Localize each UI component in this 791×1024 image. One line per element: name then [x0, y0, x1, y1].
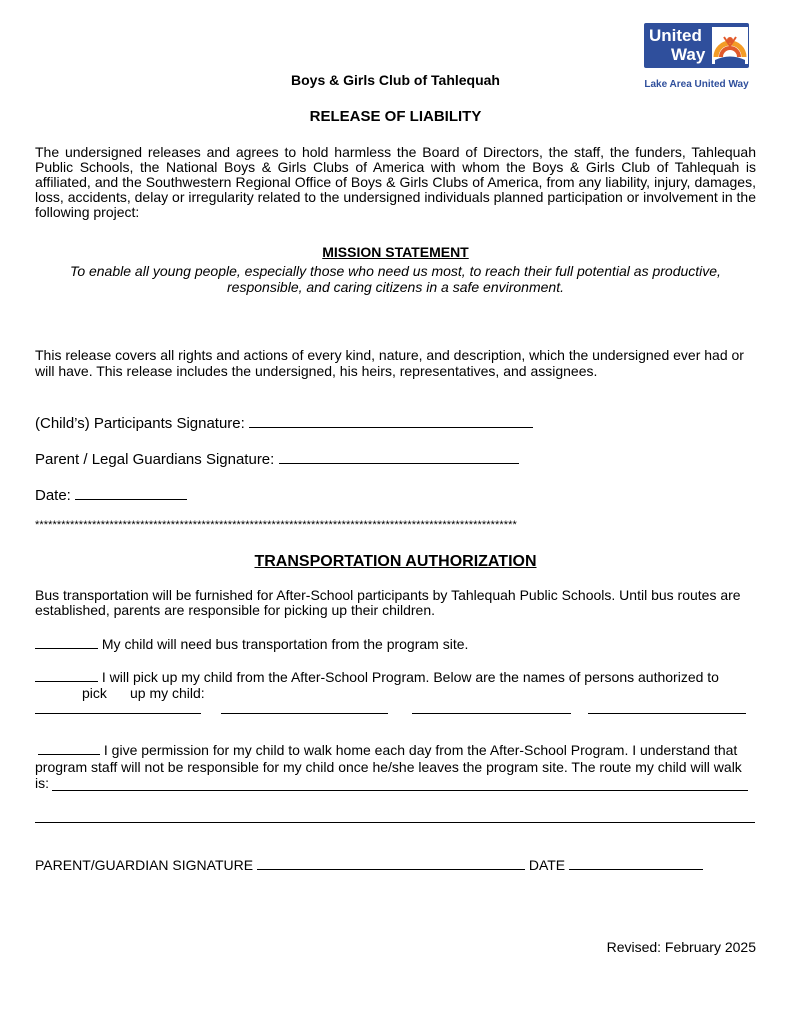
walk-option-text-2: program staff will not be responsible for my child once he/she leaves the program site. The route my child will walk — [35, 759, 742, 775]
logo-caption: Lake Area United Way — [644, 79, 749, 90]
bus-option-row — [35, 636, 468, 652]
walk-option-text-1: I give permission for my child to walk home each day from the After-School Program. I understand that — [103, 742, 738, 758]
logo-wordmark — [649, 26, 711, 64]
participant-signature-row — [35, 415, 533, 432]
organization-name: Boys & Girls Club of Tahlequah — [291, 72, 500, 88]
authorized-person-2-field[interactable] — [221, 713, 388, 714]
guardian-signature-field[interactable] — [279, 451, 519, 464]
mission-line-2: responsible, and caring citizens in a safe environment. — [227, 279, 564, 295]
pickup-option-row — [35, 669, 719, 685]
date-field[interactable] — [75, 487, 187, 500]
separator: ************************************************************************************************************** — [35, 519, 517, 531]
walk-option-row — [38, 742, 737, 758]
guardian-signature-label: Parent / Legal Guardians Signature: — [35, 451, 275, 468]
coverage-paragraph: This release covers all rights and actions of every kind, nature, and description, which the undersigned ever had or will have. This release includes the undersigned, his heirs, representatives, and assignees. — [35, 347, 744, 379]
participant-signature-label: (Child’s) Participants Signature: — [35, 415, 245, 432]
logo-line-2: Way — [671, 45, 706, 64]
release-paragraph: The undersigned releases and agrees to hold harmless the Board of Directors, the staff, the funders, Tahlequah Public Schools, the National Boys & Girls Clubs of America with whom the Boys & Girls Club of Tahlequah is affiliated, and the Southwestern Regional Office of Boys & Girls Clubs of America, from any liability, injury, damages, loss, accidents, delay or irregularity related to the undersigned individuals planned participation or involvement in the following project: — [35, 144, 756, 220]
bus-option-text: My child will need bus transportation from the program site. — [101, 636, 469, 652]
walk-option-blank[interactable] — [38, 742, 100, 755]
walk-route-field-1[interactable] — [52, 790, 748, 791]
page-title: RELEASE OF LIABILITY — [309, 108, 482, 125]
walk-route-field-2[interactable] — [35, 822, 755, 823]
transportation-heading: TRANSPORTATION AUTHORIZATION — [254, 553, 537, 570]
bus-option-blank[interactable] — [35, 636, 98, 649]
footer-guardian-label: PARENT/GUARDIAN SIGNATURE — [35, 857, 254, 873]
united-way-logo — [644, 23, 749, 68]
footer-date-field[interactable] — [569, 857, 703, 870]
footer-date-label: DATE — [528, 857, 566, 873]
guardian-signature-row — [35, 451, 519, 468]
pickup-option-line-2a: pick — [82, 685, 107, 701]
pickup-option-blank[interactable] — [35, 669, 98, 682]
authorized-person-1-field[interactable] — [35, 713, 201, 714]
pickup-option-line-2b: up my child: — [130, 685, 205, 701]
date-label: Date: — [35, 487, 71, 504]
revised-date: Revised: February 2025 — [606, 939, 756, 955]
logo-line-1: United — [649, 26, 702, 45]
footer-guardian-signature-field[interactable] — [257, 857, 525, 870]
walk-option-text-3: is: — [35, 775, 49, 791]
authorized-person-4-field[interactable] — [588, 713, 746, 714]
footer-signature-row — [35, 857, 703, 873]
date-row — [35, 487, 187, 504]
participant-signature-field[interactable] — [249, 415, 533, 428]
authorized-person-3-field[interactable] — [412, 713, 571, 714]
pickup-option-text: I will pick up my child from the After-School Program. Below are the names of persons authorized to — [101, 669, 719, 685]
mission-heading: MISSION STATEMENT — [322, 244, 469, 260]
transportation-intro: Bus transportation will be furnished for After-School participants by Tahlequah Public Schools. Until bus routes are established, parents are responsible for picking up their children. — [35, 587, 741, 618]
hand-rainbow-icon — [712, 27, 748, 64]
mission-line-1: To enable all young people, especially those who need us most, to reach their full potential as productive, — [70, 263, 721, 279]
